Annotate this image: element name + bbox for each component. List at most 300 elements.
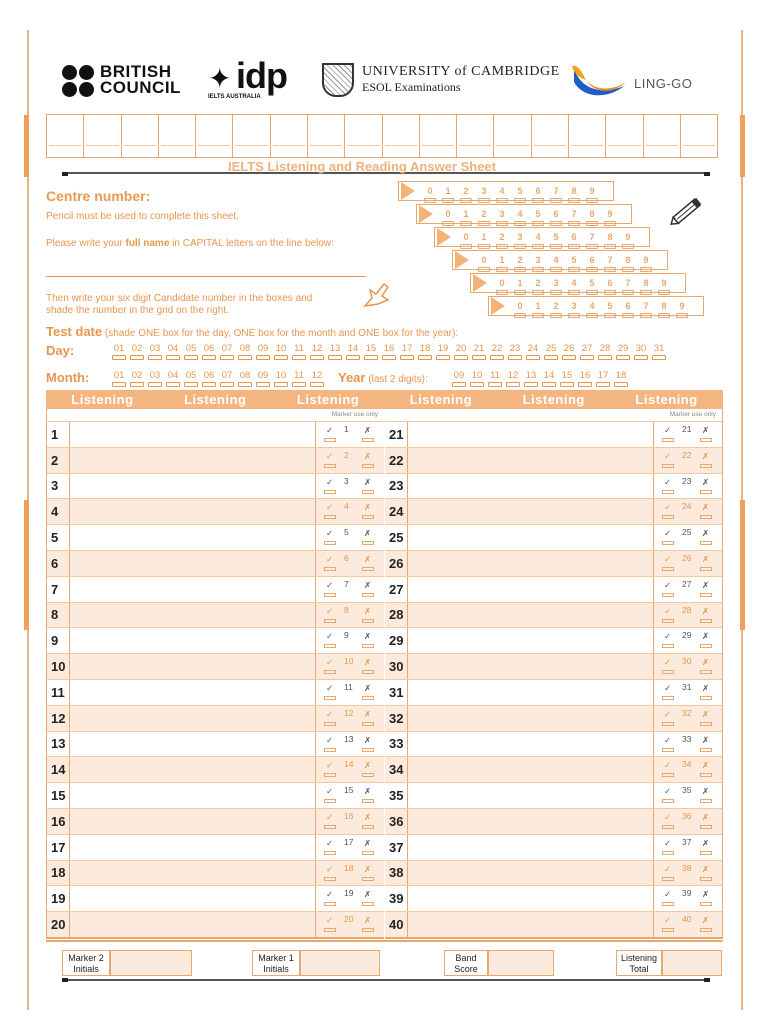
correct-mark-box[interactable] [324, 799, 336, 803]
year-option[interactable]: 13 [522, 370, 540, 381]
correct-mark-box[interactable] [324, 619, 336, 623]
candidate-digit-option[interactable]: 5 [529, 209, 547, 219]
marker-number: 14 [344, 759, 354, 770]
question-number: 38 [389, 865, 404, 881]
correct-mark-box[interactable] [662, 851, 674, 855]
answer-field[interactable] [69, 861, 316, 886]
incorrect-mark-box[interactable] [362, 799, 374, 803]
year-option[interactable]: 14 [540, 370, 558, 381]
candidate-digit-option[interactable]: 1 [529, 301, 547, 311]
correct-mark-box[interactable] [324, 644, 336, 648]
day-option[interactable]: 19 [434, 343, 452, 354]
marker1-field[interactable] [300, 950, 380, 976]
answer-field[interactable] [407, 861, 654, 886]
correct-mark-box[interactable] [324, 670, 336, 674]
correct-mark-box[interactable] [662, 619, 674, 623]
question-number: 17 [51, 839, 66, 855]
answer-field[interactable] [69, 551, 316, 576]
day-option[interactable]: 16 [380, 343, 398, 354]
candidate-digit-option[interactable]: 3 [565, 301, 583, 311]
correct-mark-box[interactable] [324, 541, 336, 545]
name-box-cell[interactable] [644, 115, 681, 157]
correct-mark-box[interactable] [324, 773, 336, 777]
name-box-cell[interactable] [457, 115, 494, 157]
name-box-cell[interactable] [494, 115, 531, 157]
day-option[interactable]: 06 [200, 343, 218, 354]
day-option[interactable]: 26 [560, 343, 578, 354]
answer-field[interactable] [407, 577, 654, 602]
candidate-name-boxes[interactable] [46, 114, 718, 158]
incorrect-mark-box[interactable] [362, 619, 374, 623]
question-number: 4 [51, 504, 59, 520]
candidate-digit-option[interactable]: 0 [439, 209, 457, 219]
candidate-digit-option[interactable]: 7 [601, 255, 619, 265]
day-option[interactable]: 15 [362, 343, 380, 354]
question-number: 36 [389, 813, 404, 829]
incorrect-mark-box[interactable] [362, 438, 374, 442]
day-option[interactable]: 20 [452, 343, 470, 354]
candidate-digit-option[interactable]: 8 [565, 186, 583, 196]
correct-mark-box[interactable] [324, 438, 336, 442]
answer-field[interactable] [69, 783, 316, 808]
question-number: 3 [51, 478, 59, 494]
answer-row [385, 421, 722, 447]
correct-mark-box[interactable] [662, 644, 674, 648]
marker2-field[interactable] [110, 950, 192, 976]
candidate-digit-option[interactable]: 1 [511, 278, 529, 288]
candidate-digit-option[interactable]: 1 [493, 255, 511, 265]
correct-mark-box[interactable] [662, 567, 674, 571]
candidate-digit-option[interactable]: 5 [511, 186, 529, 196]
incorrect-mark-box[interactable] [700, 541, 712, 545]
day-option[interactable]: 08 [236, 343, 254, 354]
day-option[interactable]: 10 [272, 343, 290, 354]
answer-field[interactable] [407, 603, 654, 628]
answer-field[interactable] [69, 835, 316, 860]
candidate-digit-option[interactable]: 1 [439, 186, 457, 196]
candidate-digit-option[interactable]: 3 [529, 255, 547, 265]
incorrect-mark-box[interactable] [362, 670, 374, 674]
year-option[interactable]: 10 [468, 370, 486, 381]
answer-field[interactable] [69, 499, 316, 524]
correct-mark-box[interactable] [324, 490, 336, 494]
month-option[interactable]: 12 [308, 370, 326, 381]
name-box-cell[interactable] [532, 115, 569, 157]
year-option[interactable]: 11 [486, 370, 504, 381]
day-option[interactable]: 09 [254, 343, 272, 354]
incorrect-mark-box[interactable] [700, 748, 712, 752]
month-option[interactable]: 05 [182, 370, 200, 381]
correct-mark-box[interactable] [662, 825, 674, 829]
candidate-digit-option[interactable]: 0 [421, 186, 439, 196]
marker-number: 3 [344, 475, 349, 486]
answer-field[interactable] [69, 628, 316, 653]
answer-field[interactable] [69, 757, 316, 782]
candidate-digit-option[interactable]: 8 [637, 278, 655, 288]
cross-icon: ✗ [364, 837, 372, 848]
correct-mark-box[interactable] [662, 541, 674, 545]
answer-field[interactable] [407, 835, 654, 860]
cross-icon: ✗ [702, 605, 710, 616]
tick-icon: ✓ [326, 837, 334, 848]
name-box-cell[interactable] [606, 115, 643, 157]
incorrect-mark-box[interactable] [362, 644, 374, 648]
name-box-cell[interactable] [233, 115, 270, 157]
candidate-digit-option[interactable]: 8 [601, 232, 619, 242]
correct-mark-box[interactable] [324, 902, 336, 906]
correct-mark-box[interactable] [324, 748, 336, 752]
candidate-digit-option[interactable]: 9 [583, 186, 601, 196]
day-option[interactable]: 12 [308, 343, 326, 354]
candidate-digit-option[interactable]: 6 [547, 209, 565, 219]
day-option[interactable]: 13 [326, 343, 344, 354]
incorrect-mark-box[interactable] [700, 877, 712, 881]
band-score-field[interactable] [488, 950, 554, 976]
incorrect-mark-box[interactable] [362, 722, 374, 726]
candidate-digit-option[interactable]: 8 [583, 209, 601, 219]
correct-mark-box[interactable] [662, 877, 674, 881]
year-option[interactable]: 12 [504, 370, 522, 381]
day-option[interactable]: 07 [218, 343, 236, 354]
candidate-digit-option[interactable]: 4 [493, 186, 511, 196]
name-box-cell[interactable] [271, 115, 308, 157]
incorrect-mark-box[interactable] [362, 748, 374, 752]
answer-field[interactable] [407, 654, 654, 679]
correct-mark-box[interactable] [662, 748, 674, 752]
candidate-digit-option[interactable]: 9 [619, 232, 637, 242]
incorrect-mark-box[interactable] [700, 825, 712, 829]
candidate-digit-option[interactable]: 4 [547, 255, 565, 265]
answer-field[interactable] [69, 912, 316, 937]
incorrect-mark-box[interactable] [700, 928, 712, 932]
incorrect-mark-box[interactable] [362, 567, 374, 571]
incorrect-mark-box[interactable] [700, 515, 712, 519]
answer-field[interactable] [407, 757, 654, 782]
incorrect-mark-box[interactable] [362, 851, 374, 855]
answer-field[interactable] [407, 474, 654, 499]
name-box-cell[interactable] [681, 115, 717, 157]
year-option[interactable]: 09 [450, 370, 468, 381]
incorrect-mark-box[interactable] [362, 696, 374, 700]
incorrect-mark-box[interactable] [700, 670, 712, 674]
marker-box [316, 861, 384, 886]
candidate-digit-option[interactable]: 0 [475, 255, 493, 265]
answer-field[interactable] [407, 783, 654, 808]
candidate-digit-option[interactable]: 7 [565, 209, 583, 219]
answer-field[interactable] [69, 474, 316, 499]
incorrect-mark-box[interactable] [700, 438, 712, 442]
listening-total-field[interactable] [662, 950, 722, 976]
answer-field[interactable] [407, 706, 654, 731]
correct-mark-box[interactable] [662, 799, 674, 803]
candidate-digit-option[interactable]: 0 [457, 232, 475, 242]
incorrect-mark-box[interactable] [700, 902, 712, 906]
marker-number: 11 [344, 681, 353, 692]
candidate-instruction-2: shade the number in the grid on the right. [46, 305, 229, 316]
year-option[interactable]: 16 [576, 370, 594, 381]
month-option[interactable]: 01 [110, 370, 128, 381]
month-option[interactable]: 09 [254, 370, 272, 381]
incorrect-mark-box[interactable] [700, 593, 712, 597]
answer-field[interactable] [69, 654, 316, 679]
candidate-digit-option[interactable]: 9 [673, 301, 691, 311]
marker-number: 13 [344, 733, 354, 744]
day-option[interactable]: 11 [290, 343, 308, 354]
name-box-cell[interactable] [47, 115, 84, 157]
answer-field[interactable] [407, 448, 654, 473]
correct-mark-box[interactable] [324, 696, 336, 700]
day-option[interactable]: 25 [542, 343, 560, 354]
month-option[interactable]: 07 [218, 370, 236, 381]
candidate-digit-option[interactable]: 1 [457, 209, 475, 219]
incorrect-mark-box[interactable] [362, 928, 374, 932]
day-option[interactable]: 18 [416, 343, 434, 354]
candidate-digit-option[interactable]: 0 [511, 301, 529, 311]
day-option[interactable]: 24 [524, 343, 542, 354]
candidate-digit-option[interactable]: 9 [655, 278, 673, 288]
day-option[interactable]: 27 [578, 343, 596, 354]
name-box-cell[interactable] [84, 115, 121, 157]
incorrect-mark-box[interactable] [362, 541, 374, 545]
name-box-cell[interactable] [383, 115, 420, 157]
day-option[interactable]: 14 [344, 343, 362, 354]
correct-mark-box[interactable] [662, 902, 674, 906]
ling-go-text: LING-GO [634, 76, 693, 91]
full-name-line[interactable] [46, 276, 366, 277]
candidate-digit-option[interactable]: 0 [493, 278, 511, 288]
answer-field[interactable] [69, 732, 316, 757]
candidate-digit-option[interactable]: 4 [583, 301, 601, 311]
tick-icon: ✓ [664, 760, 672, 771]
marker-number: 32 [682, 707, 692, 718]
candidate-digit-option[interactable]: 8 [655, 301, 673, 311]
answer-field[interactable] [407, 732, 654, 757]
day-option[interactable]: 22 [488, 343, 506, 354]
answer-field[interactable] [407, 525, 654, 550]
correct-mark-box[interactable] [324, 851, 336, 855]
day-option[interactable]: 21 [470, 343, 488, 354]
listening-header: Listening [184, 392, 247, 407]
year-option[interactable]: 18 [612, 370, 630, 381]
question-number: 5 [51, 530, 59, 546]
incorrect-mark-box[interactable] [700, 644, 712, 648]
answer-field[interactable] [407, 422, 654, 447]
candidate-digit-option[interactable]: 3 [547, 278, 565, 288]
correct-mark-box[interactable] [662, 670, 674, 674]
day-option[interactable]: 29 [614, 343, 632, 354]
marker-number: 8 [344, 604, 349, 615]
candidate-digit-option[interactable]: 9 [601, 209, 619, 219]
month-option[interactable]: 04 [164, 370, 182, 381]
correct-mark-box[interactable] [662, 722, 674, 726]
cross-icon: ✗ [702, 553, 710, 564]
cross-icon: ✗ [364, 476, 372, 487]
candidate-digit-option[interactable]: 2 [475, 209, 493, 219]
answer-row [47, 756, 384, 782]
candidate-digit-option[interactable]: 9 [637, 255, 655, 265]
candidate-digit-option[interactable]: 1 [475, 232, 493, 242]
row-arrow-icon [473, 274, 487, 292]
marker-number: 30 [682, 656, 692, 667]
question-number: 24 [389, 504, 404, 520]
answer-field[interactable] [407, 499, 654, 524]
candidate-digit-option[interactable]: 5 [583, 278, 601, 288]
answer-field[interactable] [69, 525, 316, 550]
candidate-digit-option[interactable]: 6 [619, 301, 637, 311]
answer-field[interactable] [69, 448, 316, 473]
month-option[interactable]: 02 [128, 370, 146, 381]
incorrect-mark-box[interactable] [700, 799, 712, 803]
month-option[interactable]: 11 [290, 370, 308, 381]
answer-field[interactable] [69, 603, 316, 628]
answer-field[interactable] [407, 809, 654, 834]
answer-field[interactable] [407, 680, 654, 705]
candidate-digit-option[interactable]: 3 [475, 186, 493, 196]
answer-field[interactable] [407, 886, 654, 911]
correct-mark-box[interactable] [662, 593, 674, 597]
question-number: 8 [51, 607, 59, 623]
correct-mark-box[interactable] [324, 928, 336, 932]
name-box-cell[interactable] [569, 115, 606, 157]
tick-icon: ✓ [664, 708, 672, 719]
day-option[interactable]: 01 [110, 343, 128, 354]
question-number: 21 [389, 426, 404, 442]
candidate-digit-option[interactable]: 7 [619, 278, 637, 288]
incorrect-mark-box[interactable] [362, 593, 374, 597]
answer-field[interactable] [69, 809, 316, 834]
test-date-label [46, 324, 458, 339]
answer-field[interactable] [407, 912, 654, 937]
answer-field[interactable] [69, 886, 316, 911]
day-option[interactable]: 04 [164, 343, 182, 354]
correct-mark-box[interactable] [324, 825, 336, 829]
marker-box [316, 628, 384, 653]
candidate-digit-option[interactable]: 5 [547, 232, 565, 242]
candidate-digit-option[interactable]: 6 [583, 255, 601, 265]
correct-mark-box[interactable] [324, 593, 336, 597]
candidate-digit-option[interactable]: 6 [565, 232, 583, 242]
name-box-cell[interactable] [196, 115, 233, 157]
candidate-digit-option[interactable]: 6 [601, 278, 619, 288]
name-box-cell[interactable] [159, 115, 196, 157]
candidate-digit-option[interactable]: 2 [547, 301, 565, 311]
year-option[interactable]: 17 [594, 370, 612, 381]
answer-field[interactable] [69, 706, 316, 731]
marker-box [316, 912, 384, 937]
candidate-digit-option[interactable]: 4 [565, 278, 583, 288]
answer-field[interactable] [407, 551, 654, 576]
correct-mark-box[interactable] [324, 464, 336, 468]
marker-box [654, 474, 722, 499]
candidate-digit-option[interactable]: 5 [565, 255, 583, 265]
correct-mark-box[interactable] [324, 515, 336, 519]
correct-mark-box[interactable] [324, 567, 336, 571]
answer-field[interactable] [407, 628, 654, 653]
incorrect-mark-box[interactable] [700, 696, 712, 700]
candidate-digit-option[interactable]: 2 [493, 232, 511, 242]
candidate-digit-option[interactable]: 7 [637, 301, 655, 311]
candidate-digit-option[interactable]: 8 [619, 255, 637, 265]
name-box-cell[interactable] [345, 115, 382, 157]
candidate-digit-option[interactable]: 4 [529, 232, 547, 242]
candidate-digit-option[interactable]: 5 [601, 301, 619, 311]
correct-mark-box[interactable] [662, 928, 674, 932]
year-option[interactable]: 15 [558, 370, 576, 381]
listening-header: Listening [522, 392, 585, 407]
cross-icon: ✗ [364, 863, 372, 874]
candidate-digit-option[interactable]: 3 [511, 232, 529, 242]
marker-number: 7 [344, 578, 349, 589]
name-box-cell[interactable] [420, 115, 457, 157]
candidate-digit-option[interactable]: 4 [511, 209, 529, 219]
month-option[interactable]: 06 [200, 370, 218, 381]
correct-mark-box[interactable] [662, 696, 674, 700]
question-number: 14 [51, 762, 66, 778]
incorrect-mark-box[interactable] [700, 490, 712, 494]
day-option[interactable]: 02 [128, 343, 146, 354]
incorrect-mark-box[interactable] [362, 515, 374, 519]
correct-mark-box[interactable] [662, 515, 674, 519]
incorrect-mark-box[interactable] [362, 490, 374, 494]
candidate-digit-option[interactable]: 2 [529, 278, 547, 288]
candidate-digit-option[interactable]: 7 [547, 186, 565, 196]
answer-row [47, 653, 384, 679]
incorrect-mark-box[interactable] [362, 825, 374, 829]
incorrect-mark-box[interactable] [362, 902, 374, 906]
incorrect-mark-box[interactable] [362, 464, 374, 468]
candidate-digit-option[interactable]: 7 [583, 232, 601, 242]
listening-total-label: Listening Total [616, 950, 662, 976]
day-option[interactable]: 05 [182, 343, 200, 354]
incorrect-mark-box[interactable] [700, 464, 712, 468]
answer-field[interactable] [69, 577, 316, 602]
incorrect-mark-box[interactable] [700, 567, 712, 571]
name-box-cell[interactable] [308, 115, 345, 157]
incorrect-mark-box[interactable] [700, 619, 712, 623]
candidate-digit-option[interactable]: 2 [511, 255, 529, 265]
answer-field[interactable] [69, 422, 316, 447]
name-box-cell[interactable] [122, 115, 159, 157]
cross-icon: ✗ [702, 528, 710, 539]
day-option[interactable]: 17 [398, 343, 416, 354]
tick-icon: ✓ [326, 553, 334, 564]
correct-mark-box[interactable] [662, 464, 674, 468]
day-option[interactable]: 28 [596, 343, 614, 354]
incorrect-mark-box[interactable] [700, 722, 712, 726]
month-option[interactable]: 10 [272, 370, 290, 381]
correct-mark-box[interactable] [324, 722, 336, 726]
incorrect-mark-box[interactable] [362, 773, 374, 777]
month-option[interactable]: 08 [236, 370, 254, 381]
day-option[interactable]: 30 [632, 343, 650, 354]
candidate-digit-option[interactable]: 6 [529, 186, 547, 196]
correct-mark-box[interactable] [662, 438, 674, 442]
incorrect-mark-box[interactable] [700, 773, 712, 777]
day-option[interactable]: 03 [146, 343, 164, 354]
day-option[interactable]: 23 [506, 343, 524, 354]
correct-mark-box[interactable] [662, 773, 674, 777]
incorrect-mark-box[interactable] [362, 877, 374, 881]
candidate-digit-option[interactable]: 2 [457, 186, 475, 196]
council-word: COUNCIL [100, 78, 181, 97]
correct-mark-box[interactable] [662, 490, 674, 494]
month-option[interactable]: 03 [146, 370, 164, 381]
incorrect-mark-box[interactable] [700, 851, 712, 855]
correct-mark-box[interactable] [324, 877, 336, 881]
candidate-digit-option[interactable]: 3 [493, 209, 511, 219]
day-option[interactable]: 31 [650, 343, 668, 354]
answer-field[interactable] [69, 680, 316, 705]
